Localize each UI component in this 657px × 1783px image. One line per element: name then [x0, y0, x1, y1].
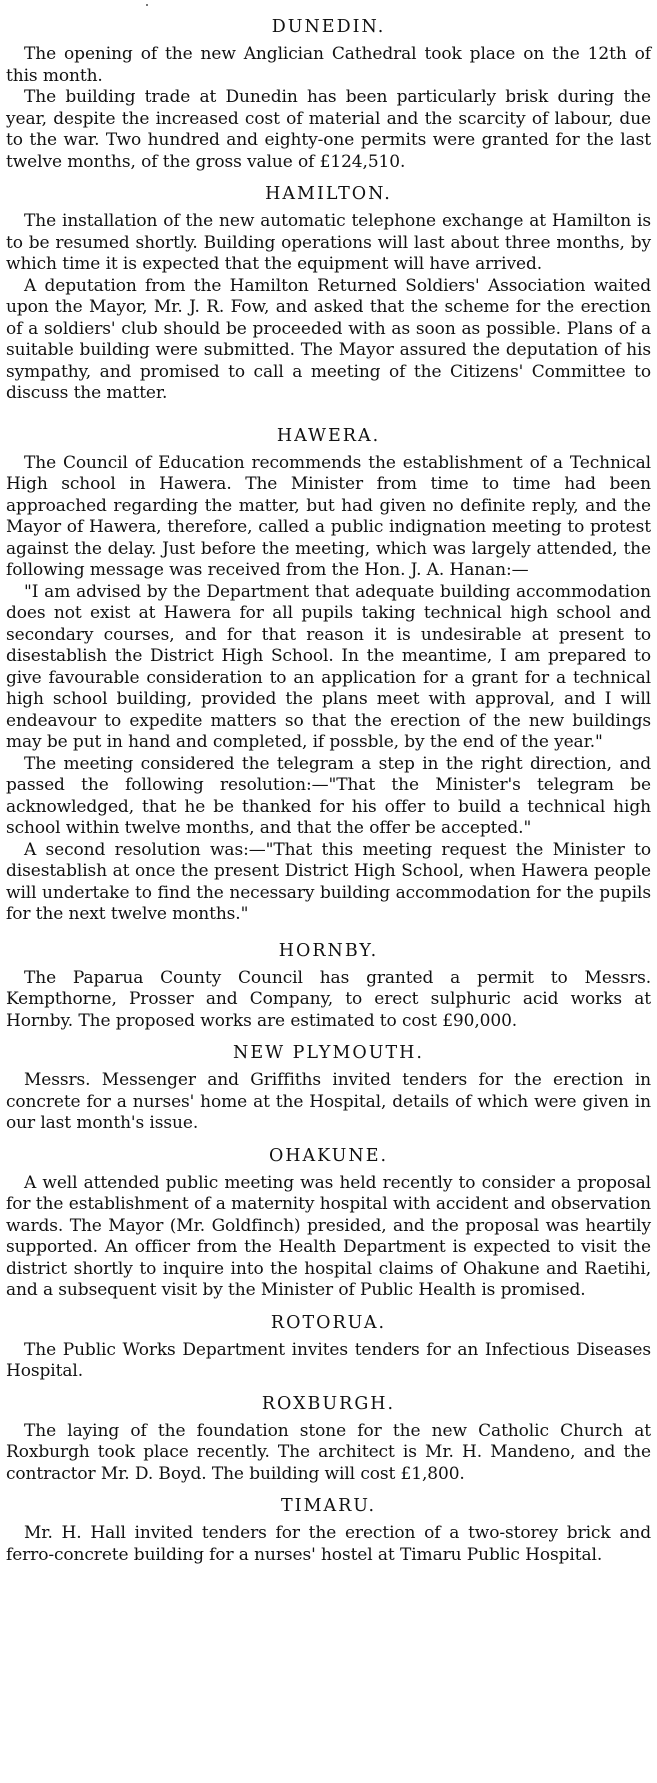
section-roxburgh — [6, 1393, 651, 1486]
section-heading: TIMARU. — [280, 1496, 377, 1516]
paragraph: Mr. H. Hall invited tenders for the erection of a two-storey brick and ferro-concrete building for a nurses' hostel at Timaru Public Hospital. — [6, 1523, 651, 1565]
section-new-plymouth — [6, 1042, 651, 1135]
section-heading: HAMILTON. — [265, 184, 392, 204]
section-heading: HORNBY. — [278, 940, 379, 961]
paragraph: The meeting considered the telegram a step in the right direction, and passed the following resolution:—"That the Minister's telegram be acknowledged, that he be thanked for his offer to build a technical high school within twelve months, and that the offer be accepted." — [6, 753, 651, 838]
paragraph: The opening of the new Anglician Cathedral took place on the 12th of this month. — [6, 44, 651, 86]
paragraph: Messrs. Messenger and Griffiths invited tenders for the erection in concrete for a nurses' home at the Hospital, details of which were given in our last month's issue. — [6, 1070, 651, 1133]
paragraph: The Public Works Department invites tenders for an Infectious Diseases Hospital. — [6, 1339, 651, 1381]
paragraph: The building trade at Dunedin has been particularly brisk during the year, despite the increased cost of material and the scarcity of labour, due to the war. Two hundred and eighty-one permits were granted for the last twelve months, of the gross value of £124,510. — [6, 87, 651, 172]
paragraph: A deputation from the Hamilton Returned Soldiers' Association waited upon the Mayor, Mr. J. R. Fow, and asked that the scheme for the erection of a soldiers' club should be proceeded with as soon as possible. Plans of a suitable building were submitted. The Mayor assured the deputation of his sympathy, and promised to call a meeting of the Citizens' Committee to discuss the matter. — [6, 275, 651, 403]
section-timaru — [6, 1495, 651, 1566]
section-hawera — [6, 425, 651, 926]
paragraph: The laying of the foundation stone for the new Catholic Church at Roxburgh took place recently. The architect is Mr. H. Mandeno, and the contractor Mr. D. Boyd. The building will cost £1,800. — [6, 1420, 651, 1484]
section-hornby — [6, 940, 651, 1033]
section-ohakune — [6, 1145, 651, 1302]
section-hamilton — [6, 183, 651, 405]
paragraph: A second resolution was:—"That this meeting request the Minister to disestablish at once the present District High School, when Hawera people will undertake to find the necessary building accommodation for the pupils for the next twelve months." — [6, 839, 651, 924]
section-dunedin — [6, 16, 651, 173]
section-heading: HAWERA. — [276, 425, 381, 446]
section-heading: DUNEDIN. — [271, 17, 386, 37]
section-heading: ROXBURGH. — [261, 1393, 396, 1414]
paragraph: A well attended public meeting was held recently to consider a proposal for the establishment of a maternity hospital with accident and observation wards. The Mayor (Mr. Goldfinch) presided, and the proposal was heartily supported. An officer from the Health Department is expected to visit the district shortly to inquire into the hospital claims of Ohakune and Raetihi, and a subsequent visit by the Minister of Public Health is promised. — [6, 1172, 651, 1300]
paragraph: The Council of Education recommends the establishment of a Technical High school in Hawera. The Minister from time to time had been approached regarding the matter, but had given no definite reply, and the Mayor of Hawera, therefore, called a public indignation meeting to protest against the delay. Just before the meeting, which was largely attended, the following message was received from the Hon. J. A. Hanan:— — [6, 452, 651, 580]
paragraph: "I am advised by the Department that adequate building accommodation does not exist at Hawera for all pupils taking technical high school and secondary courses, and for that reason it is undesirable at present to disestablish the District High School. In the meantime, I am prepared to give favourable consideration to an application for a grant for a technical high school building, provided the plans meet with approval, and I will endeavour to expedite matters so that the erection of the new buildings may be put in hand and completed, if possble, by the end of the year." — [6, 581, 651, 752]
section-heading: ROTORUA. — [270, 1312, 387, 1333]
paragraph: The Paparua County Council has granted a permit to Messrs. Kempthorne, Prosser and Company, to erect sulphuric acid works at Hornby. The proposed works are estimated to cost £90,000. — [6, 967, 651, 1031]
scan-speck — [146, 4, 148, 6]
section-rotorua — [6, 1312, 651, 1383]
section-heading: NEW PLYMOUTH. — [233, 1043, 424, 1063]
section-heading: OHAKUNE. — [268, 1145, 389, 1166]
paragraph: The installation of the new automatic telephone exchange at Hamilton is to be resumed shortly. Building operations will last about three months, by which time it is expected that the equipment will have arrived. — [6, 211, 651, 274]
